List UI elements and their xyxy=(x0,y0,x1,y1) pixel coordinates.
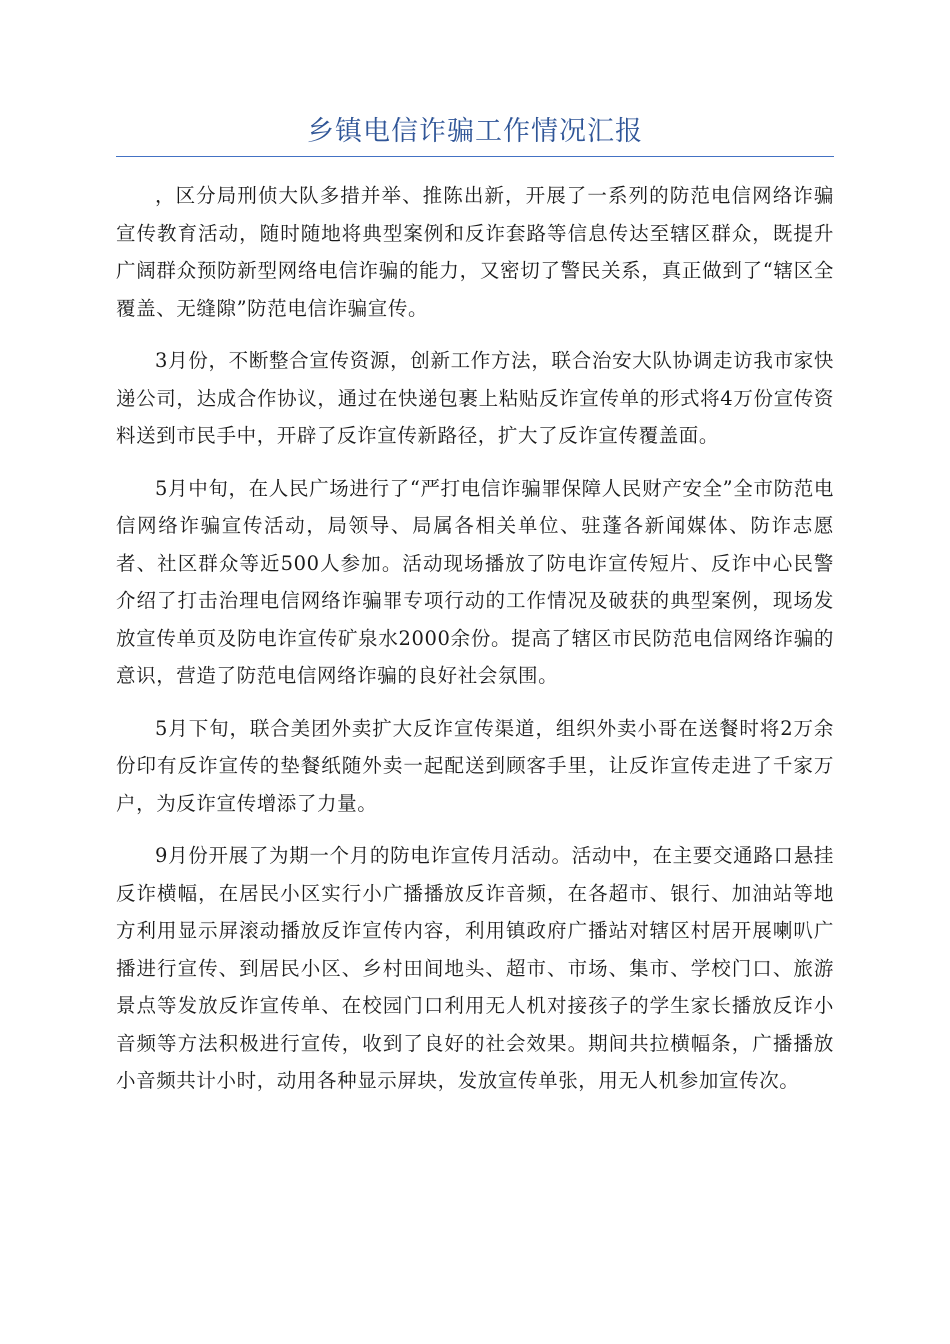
paragraph-intro: ，区分局刑侦大队多措并举、推陈出新，开展了一系列的防范电信网络诈骗宣传教育活动，随时随地将典型案例和反诈套路等信息传达至辖区群众，既提升广阔群众预防新型网络电信诈骗的能力，又密切了警民关系，真正做到了“辖区全覆盖、无缝隙”防范电信诈骗宣传。 xyxy=(116,184,834,320)
document-body xyxy=(116,177,834,1100)
paragraph-mid-may: 5月中旬，在人民广场进行了“严打电信诈骗罪保障人民财产安全”全市防范电信网络诈骗宣传活动，局领导、局属各相关单位、驻蓬各新闻媒体、防诈志愿者、社区群众等近500人参加。活动现场播放了防电诈宣传短片、反诈中心民警介绍了打击治理电信网络诈骗罪专项行动的工作情况及破获的典型案例，现场发放宣传单页及防电诈宣传矿泉水2000余份。提高了辖区市民防范电信网络诈骗的意识，营造了防范电信网络诈骗的良好社会氛围。 xyxy=(116,476,834,687)
paragraph-september: 9月份开展了为期一个月的防电诈宣传月活动。活动中，在主要交通路口悬挂反诈横幅，在居民小区实行小广播播放反诈音频，在各超市、银行、加油站等地方利用显示屏滚动播放反诈宣传内容，利用镇政府广播站对辖区村居开展喇叭广播进行宣传、到居民小区、乡村田间地头、超市、市场、集市、学校门口、旅游景点等发放反诈宣传单、在校园门口利用无人机对接孩子的学生家长播放反诈小音频等方法积极进行宣传，收到了良好的社会效果。期间共拉横幅条，广播播放小音频共计小时，动用各种显示屏块，发放宣传单张，用无人机参加宣传次。 xyxy=(116,844,834,1092)
paragraph-march: 3月份，不断整合宣传资源，创新工作方法，联合治安大队协调走访我市家快递公司，达成合作协议，通过在快递包裹上粘贴反诈宣传单的形式将4万份宣传资料送到市民手中，开辟了反诈宣传新路径，扩大了反诈宣传覆盖面。 xyxy=(116,349,834,447)
paragraph-late-may: 5月下旬，联合美团外卖扩大反诈宣传渠道，组织外卖小哥在送餐时将2万余份印有反诈宣传的垫餐纸随外卖一起配送到顾客手里，让反诈宣传走进了千家万户，为反诈宣传增添了力量。 xyxy=(116,716,834,815)
document-title: 乡镇电信诈骗工作情况汇报 xyxy=(116,112,834,157)
